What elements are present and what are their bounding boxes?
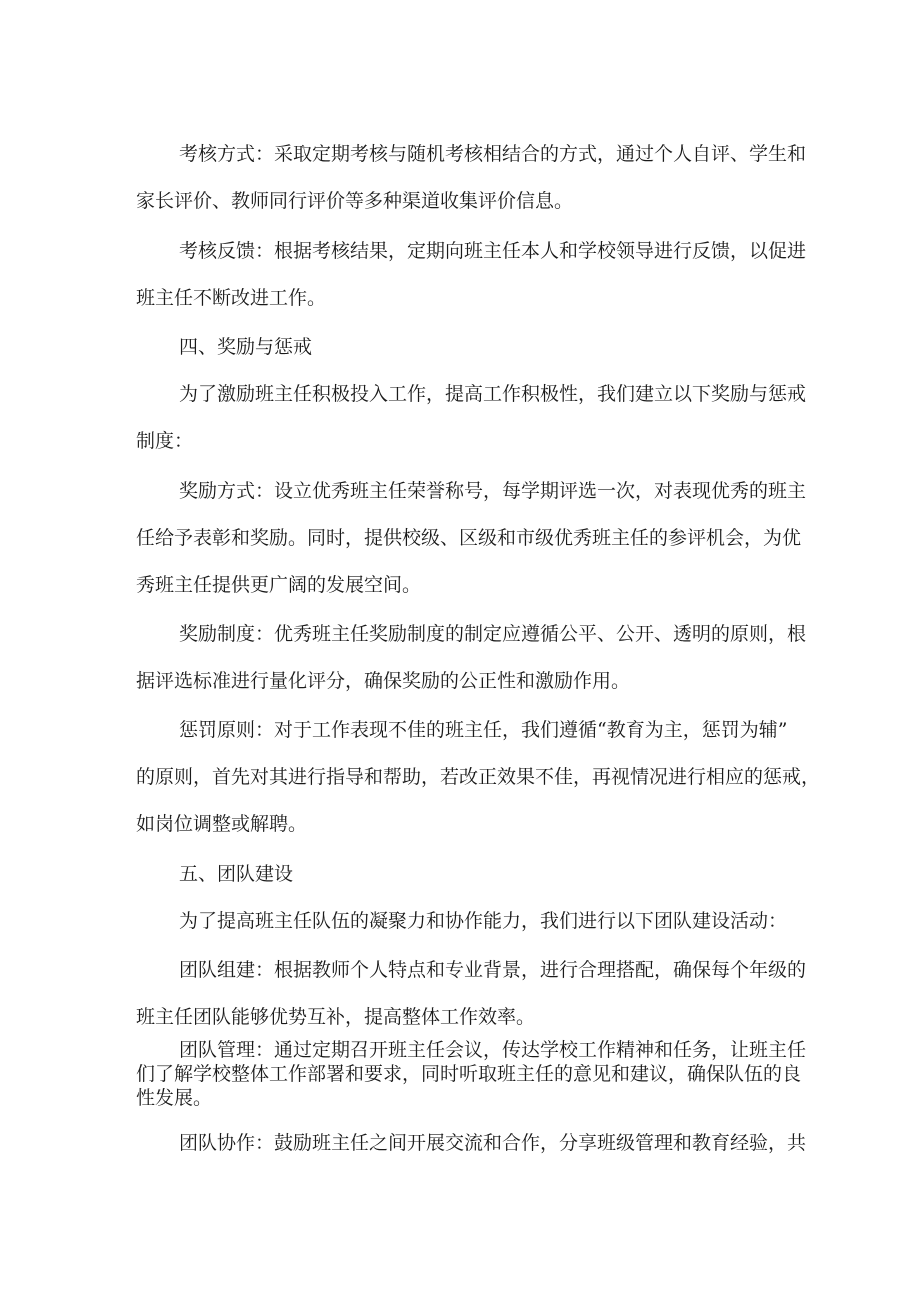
section-heading: 五、团队建设: [179, 863, 294, 885]
text-line: 据评选标准进行量化评分，确保奖励的公正性和激励作用。: [136, 670, 631, 692]
text-line: 为了激励班主任积极投入工作，提高工作积极性，我们建立以下奖励与惩戒: [179, 383, 807, 405]
text-line: 任给予表彰和奖励。同时，提供校级、区级和市级优秀班主任的参评机会，为优: [136, 527, 802, 549]
text-line: 奖励制度：优秀班主任奖励制度的制定应遵循公平、公开、透明的原则，根: [179, 623, 807, 645]
text-line: 的原则，首先对其进行指导和帮助，若改正效果不佳，再视情况进行相应的惩戒，: [136, 766, 821, 788]
text-line: 秀班主任提供更广阔的发展空间。: [136, 574, 422, 596]
text-line: 班主任不断改进工作。: [136, 287, 327, 309]
text-line: 考核方式：采取定期考核与随机考核相结合的方式，通过个人自评、学生和: [179, 143, 807, 165]
text-line: 团队协作：鼓励班主任之间开展交流和合作，分享班级管理和教育经验，共: [179, 1132, 807, 1154]
text-line: 为了提高班主任队伍的凝聚力和协作能力，我们进行以下团队建设活动：: [179, 910, 788, 932]
text-line: 团队管理：通过定期召开班主任会议，传达学校工作精神和任务，让班主任: [179, 1039, 807, 1061]
text-line: 性发展。: [136, 1087, 213, 1109]
text-line: 制度：: [136, 430, 194, 452]
text-line: 班主任团队能够优势互补，提高整体工作效率。: [136, 1006, 536, 1028]
text-line: 奖励方式：设立优秀班主任荣誉称号，每学期评选一次，对表现优秀的班主: [179, 480, 807, 502]
text-line: 考核反馈：根据考核结果，定期向班主任本人和学校领导进行反馈，以促进: [179, 240, 807, 262]
text-line: 团队组建：根据教师个人特点和专业背景，进行合理搭配，确保每个年级的: [179, 959, 807, 981]
section-heading: 四、奖励与惩戒: [179, 336, 313, 358]
text-line: 惩罚原则：对于工作表现不佳的班主任，我们遵循“教育为主，惩罚为辅”: [179, 719, 788, 741]
text-line: 如岗位调整或解聘。: [136, 813, 308, 835]
text-line: 们了解学校整体工作部署和要求，同时听取班主任的意见和建议，确保队伍的良: [136, 1063, 802, 1085]
text-line: 家长评价、教师同行评价等多种渠道收集评价信息。: [136, 190, 574, 212]
